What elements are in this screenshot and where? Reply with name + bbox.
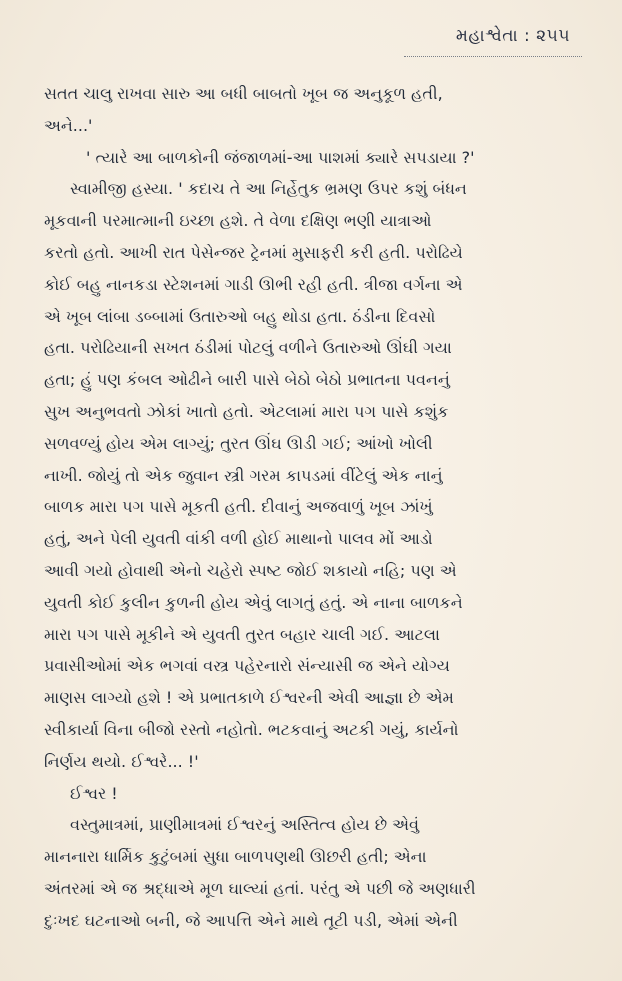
running-header: મહાશ્વેતા : ૨૫૫ xyxy=(455,26,570,46)
text-line: સુખ અનુભવતો ઝોકાં ખાતો હતો. એટલામાં મારા પગ પાસે કશુંક xyxy=(44,401,449,421)
text-line: સતત ચાલુ રાખવા સારુ આ બધી બાબતો ખૂબ જ અનુકૂળ હતી, xyxy=(44,84,443,103)
text-line: સ્વામીજી હસ્યા. ' કદાચ તે આ નિર્હેતુક ભ્રમણ ઉપર કશું બંધન xyxy=(70,179,467,199)
text-line: હતા. પરોઢિયાની સખત ઠંડીમાં પોટલું વળીને ઉતારુઓ ઊંઘી ગયા xyxy=(44,338,452,358)
text-line: માનનારા ધાર્મિક કુટુંબમાં સુધા બાળપણથી ઊછરી હતી; એના xyxy=(44,847,427,867)
text-line: કરતો હતો. આખી રાત પેસેન્જર ટ્રેનમાં મુસાફરી કરી હતી. પરોઢિયે xyxy=(44,242,463,262)
body-text xyxy=(44,78,574,937)
text-line: અને...' xyxy=(44,115,93,135)
dialogue-line: ' ત્યારે આ બાળકોની જંજાળમાં-આ પાશમાં ક્યારે સપડાયા ?' xyxy=(86,147,475,167)
text-line: વસ્તુમાત્રમાં, પ્રાણીમાત્રમાં ઈશ્વરનું અસ્તિત્વ હોય છે એવું xyxy=(70,815,419,835)
text-line: નિર્ણય થયો. ઈશ્વરે... !' xyxy=(44,751,199,771)
text-line: પ્રવાસીઓમાં એક ભગવાં વસ્ત્ર પહેરનારો સંન્યાસી જ એને યોગ્ય xyxy=(44,656,450,676)
text-line: યુવતી કોઈ કુલીન કુળની હોય એવું લાગતું હતું. એ નાના બાળકને xyxy=(44,592,463,612)
exclamation-line: ઈશ્વર ! xyxy=(70,783,118,803)
text-line: આવી ગયો હોવાથી એનો ચહેરો સ્પષ્ટ જોઈ શકાયો નહિ; પણ એ xyxy=(44,560,457,580)
text-line: દુઃખદ ઘટનાઓ બની, જે આપત્તિ એને માથે તૂટી પડી, એમાં એની xyxy=(44,910,458,930)
text-line: નાખી. જોયું તો એક જુવાન સ્ત્રી ગરમ કાપડમાં વીંટેલું એક નાનું xyxy=(44,465,443,485)
text-line: સ્વીકાર્યા વિના બીજો રસ્તો નહોતો. ભટકવાનું અટકી ગયું, કાર્યનો xyxy=(44,719,459,739)
text-line: સળવળ્યું હોય એમ લાગ્યું; તુરત ઊંઘ ઊડી ગઈ; આંખો ખોલી xyxy=(44,433,433,453)
text-line: માણસ લાગ્યો હશે ! એ પ્રભાતકાળે ઈશ્વરની એવી આજ્ઞા છે એમ xyxy=(44,688,454,708)
text-line: અંતરમાં એ જ શ્રદ્ધાએ મૂળ ઘાલ્યાં હતાં. પરંતુ એ પછી જે અણધારી xyxy=(44,878,476,898)
text-line: એ ખૂબ લાંબા ડબ્બામાં ઉતારુઓ બહુ થોડા હતા. ઠંડીના દિવસો xyxy=(44,306,436,326)
text-line: હતા; હું પણ કંબલ ઓઢીને બારી પાસે બેઠો બેઠો પ્રભાતના પવનનું xyxy=(44,370,450,390)
text-line: કોઈ બહુ નાનકડા સ્ટેશનમાં ગાડી ઊભી રહી હતી. ત્રીજા વર્ગના એ xyxy=(44,274,463,294)
text-line: હતું, અને પેલી યુવતી વાંકી વળી હોઈ માથાનો પાલવ મોં આડો xyxy=(44,529,433,549)
header-underline xyxy=(404,56,582,59)
text-line: બાળક મારા પગ પાસે મૂકતી હતી. દીવાનું અજવાળું ખૂબ ઝાંખું xyxy=(44,497,433,517)
text-line: મારા પગ પાસે મૂકીને એ યુવતી તુરત બહાર ચાલી ગઈ. આટલા xyxy=(44,624,440,644)
text-line: મૂકવાની પરમાત્માની ઇચ્છા હશે. તે વેળા દક્ષિણ ભણી યાત્રાઓ xyxy=(44,211,432,231)
